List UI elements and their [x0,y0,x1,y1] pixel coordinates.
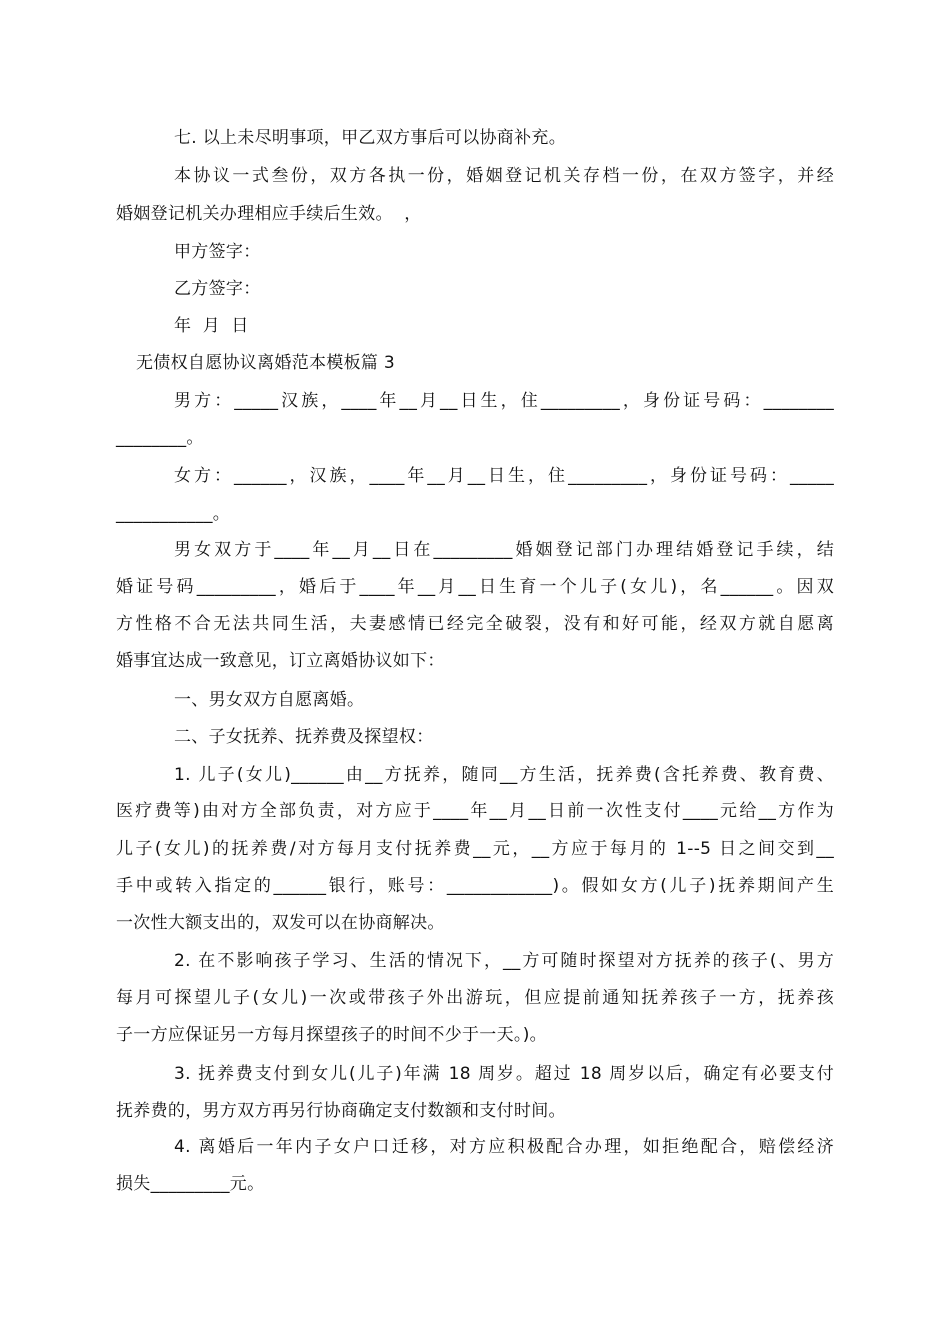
agreement-copies-line-1: 本协议一式叁份，双方各执一份，婚姻登记机关存档一份，在双方签字，并经 [174,166,834,186]
party-a-signature: 甲方签字： [174,242,261,262]
item-one: 一、男女双方自愿离婚。 [174,690,365,710]
intro-line-4: 婚事宜达成一致意见，订立离婚协议如下： [116,651,445,671]
date-line: 年 月 日 [174,316,249,336]
household-line-2: 损失_________元。 [116,1174,265,1194]
clause-seven: 七. 以上未尽明事项，甲乙双方事后可以协商补充。 [174,128,567,148]
visitation-line-2: 每月可探望儿子(女儿)一次或带孩子外出游玩，但应提前通知抚养孩子一方，抚养孩 [116,988,834,1008]
intro-line-2: 婚证号码_________，婚后于____年__月__日生育一个儿子(女儿)，名______。因双 [116,577,834,597]
woman-info-line-1: 女方：______，汉族，____年__月__日生，住_________，身份证号码：_____ [174,466,834,486]
intro-line-3: 方性格不合无法共同生活，夫妻感情已经完全破裂，没有和好可能，经双方就自愿离 [116,614,834,634]
support-duration-line-2: 抚养费的，男方双方再另行协商确定支付数额和支付时间。 [116,1101,566,1121]
custody-line-4: 手中或转入指定的______银行，账号：____________)。假如女方(儿子)抚养期间产生 [116,876,834,896]
woman-info-line-2: ___________。 [116,504,231,524]
item-two: 二、子女抚养、抚养费及探望权： [174,727,434,747]
intro-line-1: 男女双方于____年__月__日在_________婚姻登记部门办理结婚登记手续，结 [174,540,834,560]
household-line-1: 4. 离婚后一年内子女户口迁移，对方应积极配合办理，如拒绝配合，赔偿经济 [174,1137,834,1157]
custody-line-5: 一次性大额支出的，双发可以在协商解决。 [116,913,445,933]
custody-line-2: 医疗费等)由对方全部负责，对方应于____年__月__日前一次性支付____元给__方作为 [116,801,834,821]
man-info-line-2: ________。 [116,428,204,448]
party-b-signature: 乙方签字： [174,279,261,299]
visitation-line-1: 2. 在不影响孩子学习、生活的情况下，__方可随时探望对方抚养的孩子(、男方 [174,951,834,971]
support-duration-line-1: 3. 抚养费支付到女儿(儿子)年满 18 周岁。超过 18 周岁以后，确定有必要支付 [174,1064,834,1084]
custody-line-3: 儿子(女儿)的抚养费/对方每月支付抚养费__元，__方应于每月的 1--5 日之间交到__ [116,839,834,859]
section-heading: 无债权自愿协议离婚范本模板篇 3 [136,353,396,373]
visitation-line-3: 子一方应保证另一方每月探望孩子的时间不少于一天。)。 [116,1025,547,1045]
agreement-copies-line-2: 婚姻登记机关办理相应手续后生效。 ， [116,204,422,224]
man-info-line-1: 男方：_____汉族，____年__月__日生，住_________，身份证号码：________ [174,391,834,411]
custody-line-1: 1. 儿子(女儿)______由__方抚养，随同__方生活，抚养费(含托养费、教育费、 [174,765,834,785]
